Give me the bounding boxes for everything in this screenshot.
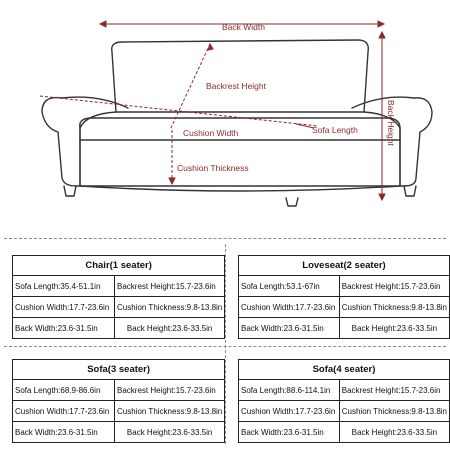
sofa-length-label: Sofa Length xyxy=(312,125,358,135)
table-cell: Back Height:23.6-33.5in xyxy=(115,318,225,339)
table-cell: Backrest Height:15.7-23.6in xyxy=(115,276,225,297)
table-cell: Back Width:23.6-31.5in xyxy=(13,422,115,443)
table-cell: Backrest Height:15.7-23.6in xyxy=(339,276,449,297)
sofa-leg-left xyxy=(64,186,76,196)
table-cell: Back Width:23.6-31.5in xyxy=(239,422,340,443)
table-cell: Sofa Length:88.6-114.1in xyxy=(239,380,340,401)
table-cell: Back Width:23.6-31.5in xyxy=(239,318,340,339)
sofa-left-arm xyxy=(42,98,116,186)
table-cell: Cushion Thickness:9.8-13.8in xyxy=(115,297,225,318)
sofa3-size-table xyxy=(12,359,225,443)
table-cell: Sofa Length:68.9-86.6in xyxy=(13,380,115,401)
sofa-leg-right xyxy=(404,186,416,196)
table-row xyxy=(13,401,225,422)
table-cell: Cushion Thickness:9.8-13.8in xyxy=(115,401,225,422)
section-divider-middle xyxy=(4,346,446,347)
table-row xyxy=(239,401,450,422)
table-row xyxy=(239,380,450,401)
loveseat-size-table xyxy=(238,255,450,339)
sofa-right-arm xyxy=(364,98,432,186)
table-row xyxy=(13,276,225,297)
table-cell: Cushion Thickness:9.8-13.8in xyxy=(339,401,449,422)
table-row xyxy=(239,276,450,297)
sofa-outline xyxy=(42,40,432,206)
table-cell: Sofa Length:35.4-51.1in xyxy=(13,276,115,297)
backrest-height-label: Backrest Height xyxy=(206,81,266,91)
chair-size-table xyxy=(12,255,225,339)
table-title: Sofa(3 seater) xyxy=(13,360,225,380)
table-row xyxy=(13,318,225,339)
table-cell: Cushion Width:17.7-23.6in xyxy=(239,401,340,422)
dimension-lines xyxy=(40,21,385,200)
table-row xyxy=(13,297,225,318)
back-height-label: Back Height xyxy=(386,100,396,146)
cushion-thickness-label: Cushion Thickness xyxy=(177,163,249,173)
table-title: Sofa(4 seater) xyxy=(239,360,450,380)
table-cell: Cushion Thickness:9.8-13.8in xyxy=(339,297,449,318)
table-cell: Sofa Length:53.1-67in xyxy=(239,276,340,297)
table-title: Chair(1 seater) xyxy=(13,256,225,276)
table-cell: Back Height:23.6-33.5in xyxy=(339,318,449,339)
table-row xyxy=(13,380,225,401)
section-divider-top xyxy=(4,238,446,239)
table-title: Loveseat(2 seater) xyxy=(239,256,450,276)
table-row xyxy=(13,422,225,443)
sofa-leg-front xyxy=(286,198,298,206)
sofa4-size-table xyxy=(238,359,450,443)
table-cell: Backrest Height:15.7-23.6in xyxy=(339,380,449,401)
back-width-label: Back Width xyxy=(222,22,265,32)
cushion-width-label: Cushion Width xyxy=(183,128,239,138)
table-cell: Cushion Width:17.7-23.6in xyxy=(239,297,340,318)
table-cell: Back Height:23.6-33.5in xyxy=(115,422,225,443)
table-row xyxy=(239,318,450,339)
table-cell: Backrest Height:15.7-23.6in xyxy=(115,380,225,401)
table-cell: Back Width:23.6-31.5in xyxy=(13,318,115,339)
table-row xyxy=(239,297,450,318)
table-row xyxy=(239,422,450,443)
table-cell: Cushion Width:17.7-23.6in xyxy=(13,297,115,318)
table-cell: Cushion Width:17.7-23.6in xyxy=(13,401,115,422)
table-cell: Back Height:23.6-33.5in xyxy=(339,422,449,443)
sofa-backrest xyxy=(112,40,369,112)
